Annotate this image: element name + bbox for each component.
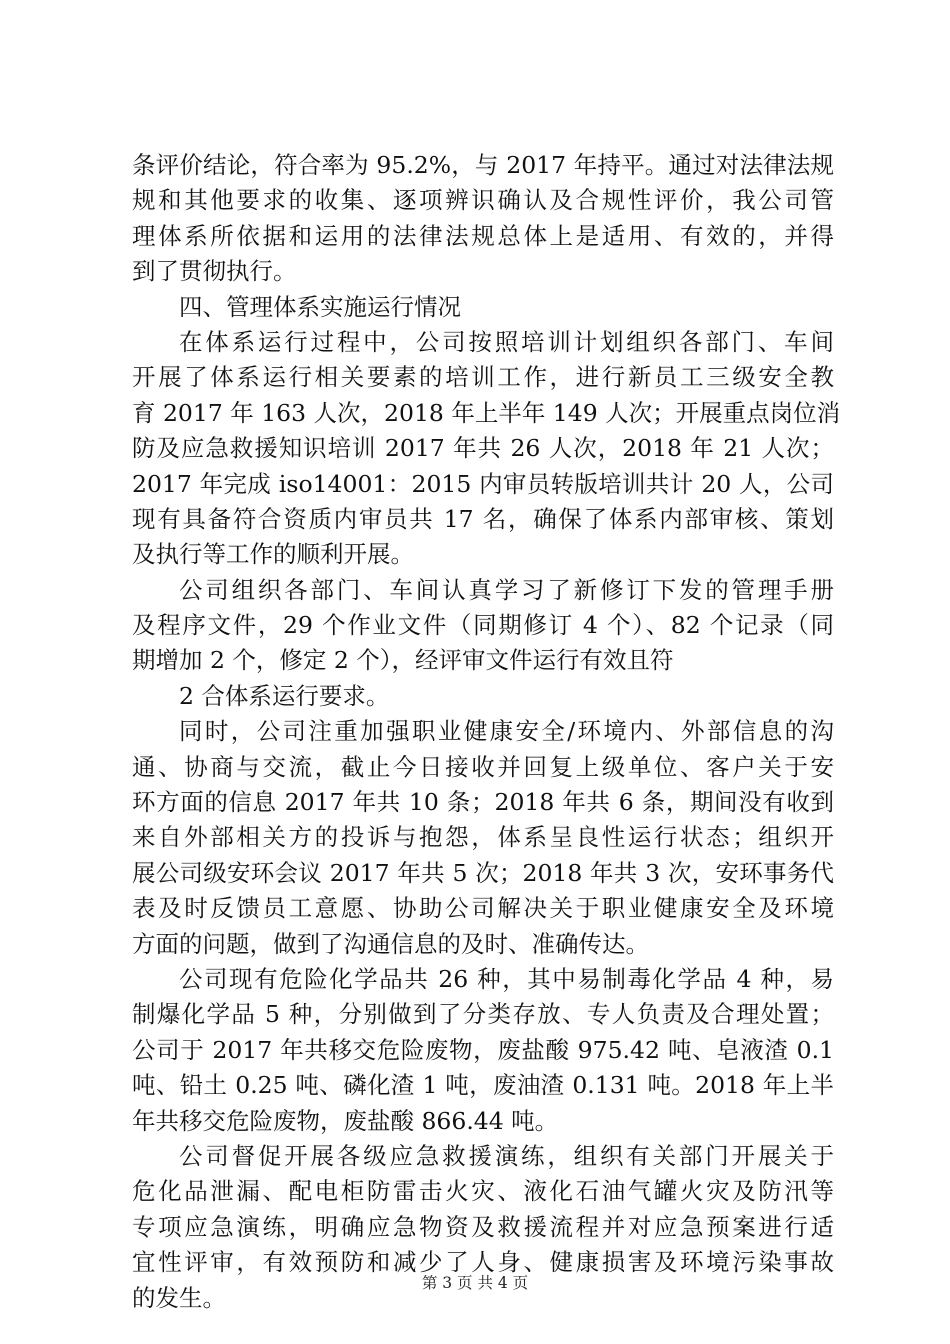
text-line: 来自外部相关方的投诉与抱怨，体系呈良性运行状态；组织开 <box>132 823 834 852</box>
text-line: 到了贯彻执行。 <box>132 257 297 286</box>
text-line: 现有具备符合资质内审员共 17 名，确保了体系内部审核、策划 <box>132 504 834 533</box>
text-line: 年共移交危险废物，废盐酸 866.44 吨。 <box>132 1106 559 1135</box>
text-line: 专项应急演练，明确应急物资及救援流程并对应急预案进行适 <box>132 1212 834 1241</box>
text-line: 吨、铅土 0.25 吨、磷化渣 1 吨，废油渣 0.131 吨。2018 年上半 <box>132 1071 834 1100</box>
text-line: 的发生。 <box>132 1283 226 1312</box>
text-line: 规和其他要求的收集、逐项辨识确认及合规性评价，我公司管 <box>132 186 834 215</box>
page-footer: 第 3 页 共 4 页 <box>421 1274 529 1292</box>
text-line: 环方面的信息 2017 年共 10 条；2018 年共 6 条，期间没有收到 <box>132 788 834 817</box>
text-line: 制爆化学品 5 种，分别做到了分类存放、专人负责及合理处置； <box>132 1000 834 1029</box>
text-line: 同时，公司注重加强职业健康安全/环境内、外部信息的沟 <box>179 717 834 746</box>
text-line: 方面的问题，做到了沟通信息的及时、准确传达。 <box>132 929 649 958</box>
text-line: 2017 年完成 iso14001：2015 内审员转版培训共计 20 人，公司 <box>132 469 834 498</box>
text-line: 期增加 2 个，修定 2 个），经评审文件运行有效且符 <box>132 646 674 675</box>
text-line: 危化品泄漏、配电柜防雷击火灾、液化石油气罐火灾及防汛等 <box>132 1177 834 1206</box>
text-line: 2 合体系运行要求。 <box>179 681 390 710</box>
text-line: 开展了体系运行相关要素的培训工作，进行新员工三级安全教 <box>132 363 834 392</box>
text-line: 宜性评审，有效预防和减少了人身、健康损害及环境污染事故 <box>132 1248 834 1277</box>
text-line: 在体系运行过程中，公司按照培训计划组织各部门、车间 <box>179 327 834 356</box>
text-line: 条评价结论，符合率为 95.2%，与 2017 年持平。通过对法律法规 <box>132 151 834 179</box>
text-line: 育 2017 年 163 人次，2018 年上半年 149 人次；开展重点岗位消 <box>132 398 841 427</box>
text-line: 公司于 2017 年共移交危险废物，废盐酸 975.42 吨、皂液渣 0.1 <box>132 1035 834 1064</box>
text-line: 公司现有危险化学品共 26 种，其中易制毒化学品 4 种，易 <box>179 964 834 993</box>
text-line: 理体系所依据和运用的法律法规总体上是适用、有效的，并得 <box>132 221 834 250</box>
text-line: 公司组织各部门、车间认真学习了新修订下发的管理手册 <box>179 575 834 604</box>
text-line: 展公司级安环会议 2017 年共 5 次；2018 年共 3 次，安环事务代 <box>132 858 834 887</box>
text-line: 防及应急救援知识培训 2017 年共 26 人次，2018 年 21 人次； <box>132 434 834 463</box>
text-line: 公司督促开展各级应急救援演练，组织有关部门开展关于 <box>179 1141 834 1170</box>
body-text <box>132 148 841 1316</box>
text-line: 表及时反馈员工意愿、协助公司解决关于职业健康安全及环境 <box>132 894 834 923</box>
text-line: 通、协商与交流，截止今日接收并回复上级单位、客户关于安 <box>132 752 834 781</box>
text-line: 及执行等工作的顺利开展。 <box>132 540 414 569</box>
section-heading: 四、管理体系实施运行情况 <box>179 292 461 321</box>
text-line: 及程序文件，29 个作业文件（同期修订 4 个）、82 个记录（同 <box>132 611 834 640</box>
